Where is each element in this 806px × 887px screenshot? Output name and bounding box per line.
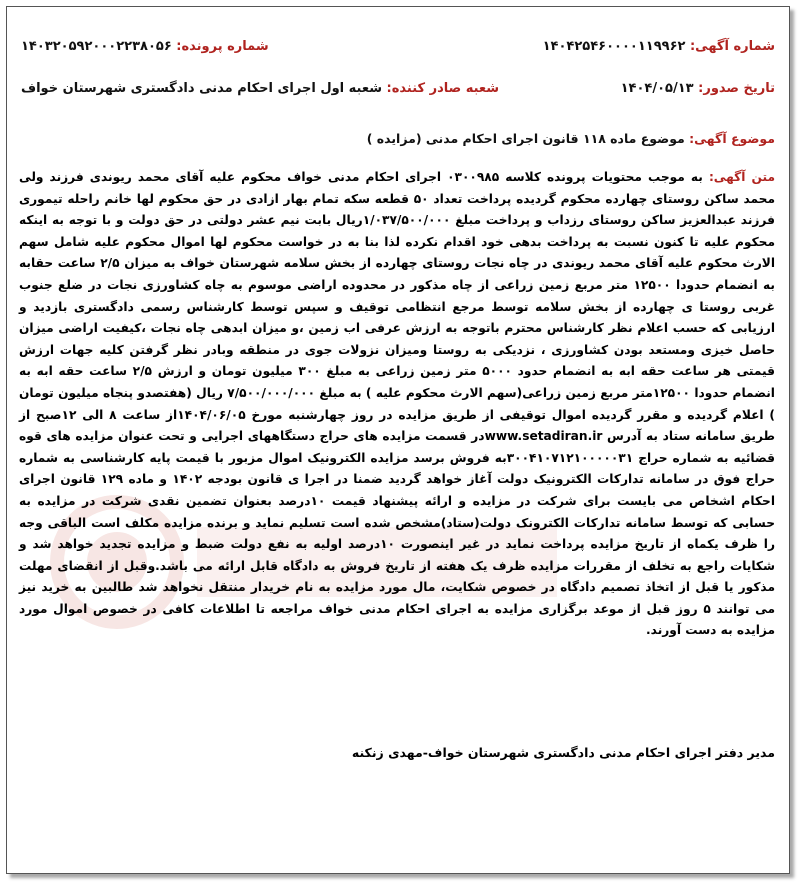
subject-label: موضوع آگهی: xyxy=(689,131,775,146)
body-text: به موجب محتویات پرونده کلاسه ۰۳۰۰۹۸۵ اجرای احکام مدنی خواف محکوم علیه آقای محمد ریوندی فرزند ولی محمد ساکن روستای چهارده محکوم گردیده پرداخت تعداد ۵۰ قطعه سکه تمام بهار ازادی در حق محکوم لها خانم راحله تیموری فرزند عبدالعزیز ساکن روستای رزداب و پرداخت مبلغ ۱/۰۳۷/۵۰۰/۰۰۰ریال بابت نیم عشر دولتی در حق دولت و با توجه به اینکه محکوم علیه تا کنون نسبت به پرداخت بدهی خود اقدام نکرده لذا بنا به در خواست محکوم لها اموال محکوم علیه شامل سهم الارث محکوم علیه آقای محمد ریوندی در چاه نجات روستای چهارده از بخش سلامه شهرستان خواف به میزان ۲/۵ ساعت حقابه به انضمام حدودا ۱۲۵۰۰ متر مربع زمین زراعی از چاه مذکور در محدوده اراضی موسوم به چاه کشاورزی نجات در ضلع جنوب غربی روستا ی چهارده از بخش سلامه توسط مرجع انتظامی توقیف و سپس توسط کارشناس رسمی دادگستری بازدید و ارزیابی که حسب اعلام نظر کارشناس محترم باتوجه به ارزش عرفی اب زمین ،و میزان ابدهی چاه نجات ،کیفیت اراضی میزان حاصل خیزی ومستعد بودن کشاورزی ، نزدیکی به روستا ومیزان نزولات جوی در منطقه وبادر نظر گرفتن کلیه جهات ارزش قیمتی هر ساعت حقه ابه به انضمام حدود ۵۰۰۰ متر زمین زراعی به مبلغ ۳۰۰ میلیون تومان و ارزش ۲/۵ ساعت حقه ابه به انضمام حدودا ۱۲۵۰۰متر مربع زمین زراعی(سهم الارث محکوم علیه ) به مبلغ ۷/۵۰۰/۰۰۰/۰۰۰ ریال (هفتصدو پنجاه میلیون تومان ) اعلام گردیده و مقرر گردیده اموال توقیفی از طریق مزایده در روز چهارشنبه مورخ ۱۴۰۴/۰۶/۰۵از ساعت ۸ الی ۱۲صبح از طریق سامانه ستاد به آدرس www.setadiran.irدر قسمت مزایده های حراج دستگاههای اجرایی و تحت عنوان مزایده های قوه قضائیه به شماره حراج ۳۰۰۴۱۰۷۱۲۱۰۰۰۰۰۳۱به فروش برسد مزایده الکترونیک اموال مزبور با قیمت پایه کارشناسی به شماره حراج فوق در سامانه تدارکات الکترونیک دولت آغاز خواهد گردید ضمنا در اجرا ی قانون بودجه ۱۴۰۲ و ماده ۱۲۹ قانون اجرای احکام اشخاص می بایست برای شرکت در مزایده و ارائه پیشنهاد قیمت ۱۰درصد بعنوان تضمین نقدی شرکت در مزایده به حسابی که توسط سامانه تدارکات الکترونک دولت(ستاد)مشخص شده است تسلیم نماید و برنده مزایده مکلف است الباقی وجه را ظرف یکماه از تاریخ مزایده پرداخت نماید در غیر اینصورت ۱۰درصد اولیه به نفع دولت ضبط و مزایده تجدید خواهد شد و شکایات راجع به تخلف از مقررات مزایده ظرف یک هفته از تاریخ فروش به دادگاه قابل ارائه می باشد.وقبل از انقضای مهلت مذکور یا قبل از اتخاذ تصمیم دادگاه در خصوص شکایت، مال مورد مزایده به نام خریدار منتقل نخواهد شد طالبین به خرید نیز می توانند ۵ روز قبل از موعد برگزاری مزایده به اجرای احکام مدنی خواف مراجعه تا اطلاعات کافی در خصوص اموال مورد مزایده به دست آورند. xyxy=(19,170,776,638)
issuer-label: شعبه صادر کننده: xyxy=(386,81,500,96)
issuer-value: شعبه اول اجرای احکام مدنی دادگستری شهرستان خواف xyxy=(21,81,382,96)
ad-number-value: ۱۴۰۴۲۵۴۶۰۰۰۰۱۱۹۹۶۲ xyxy=(542,39,686,54)
issue-date-label: تاریخ صدور: xyxy=(698,81,775,96)
issue-date-value: ۱۴۰۴/۰۵/۱۳ xyxy=(620,81,694,96)
body-label: متن آگهی: xyxy=(708,170,775,184)
case-number xyxy=(21,39,269,54)
notice-frame xyxy=(6,6,790,874)
case-number-label: شماره پرونده: xyxy=(176,39,269,54)
issue-date xyxy=(621,81,775,96)
case-number-value: ۱۴۰۳۲۰۵۹۲۰۰۰۲۲۳۸۰۵۶ xyxy=(21,39,172,54)
subject-value: موضوع ماده ۱۱۸ قانون اجرای احکام مدنی (مزایده ) xyxy=(366,131,685,146)
header-row-1 xyxy=(21,39,775,54)
signature: مدیر دفتر اجرای احکام مدنی دادگستری شهرستان خواف-مهدی زنکنه xyxy=(351,745,775,760)
issuer xyxy=(21,81,499,96)
ad-number xyxy=(543,39,775,54)
notice-body xyxy=(19,167,775,642)
ad-number-label: شماره آگهی: xyxy=(689,39,775,54)
subject-line xyxy=(21,131,775,146)
header-row-2 xyxy=(21,81,775,96)
